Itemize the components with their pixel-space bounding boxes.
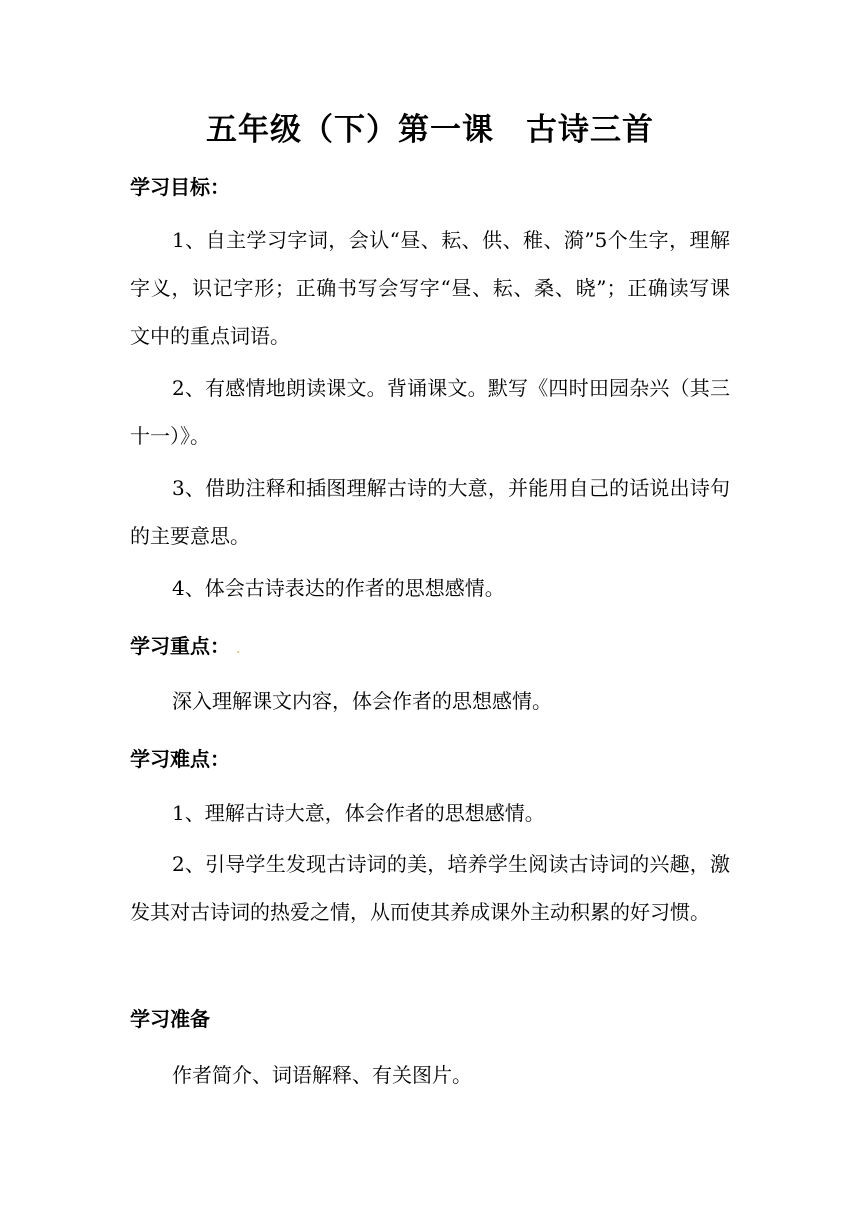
annotation-mark: .	[236, 641, 241, 657]
difficulties-heading: 学习难点：	[130, 747, 230, 771]
goal-item-2: 2、有感情地朗读课文。背诵课文。默写《四时田园杂兴（其三十一）》。	[130, 376, 730, 448]
key-point-item-1: 深入理解课文内容，体会作者的思想感情。	[172, 689, 552, 713]
key-points-heading: 学习重点：	[130, 634, 230, 658]
goal-item-4: 4、体会古诗表达的作者的思想感情。	[172, 576, 505, 600]
goals-heading: 学习目标：	[130, 175, 230, 199]
page-title: 五年级（下）第一课 古诗三首	[206, 112, 654, 148]
difficulty-item-2: 2、引导学生发现古诗词的美，培养学生阅读古诗词的兴趣，激发其对古诗词的热爱之情，从而使其养成课外主动积累的好习惯。	[130, 852, 730, 924]
goal-item-3: 3、借助注释和插图理解古诗的大意，并能用自己的话说出诗句的主要意思。	[130, 476, 730, 548]
goal-item-1: 1、自主学习字词，会认“昼、耘、供、稚、漪”5个生字，理解字义，识记字形；正确书写会写字“昼、耘、桑、晓”；正确读写课文中的重点词语。	[130, 228, 730, 348]
preparation-heading: 学习准备	[130, 1007, 210, 1031]
preparation-item-1: 作者简介、词语解释、有关图片。	[172, 1063, 472, 1087]
difficulty-item-1: 1、理解古诗大意，体会作者的思想感情。	[172, 801, 545, 825]
